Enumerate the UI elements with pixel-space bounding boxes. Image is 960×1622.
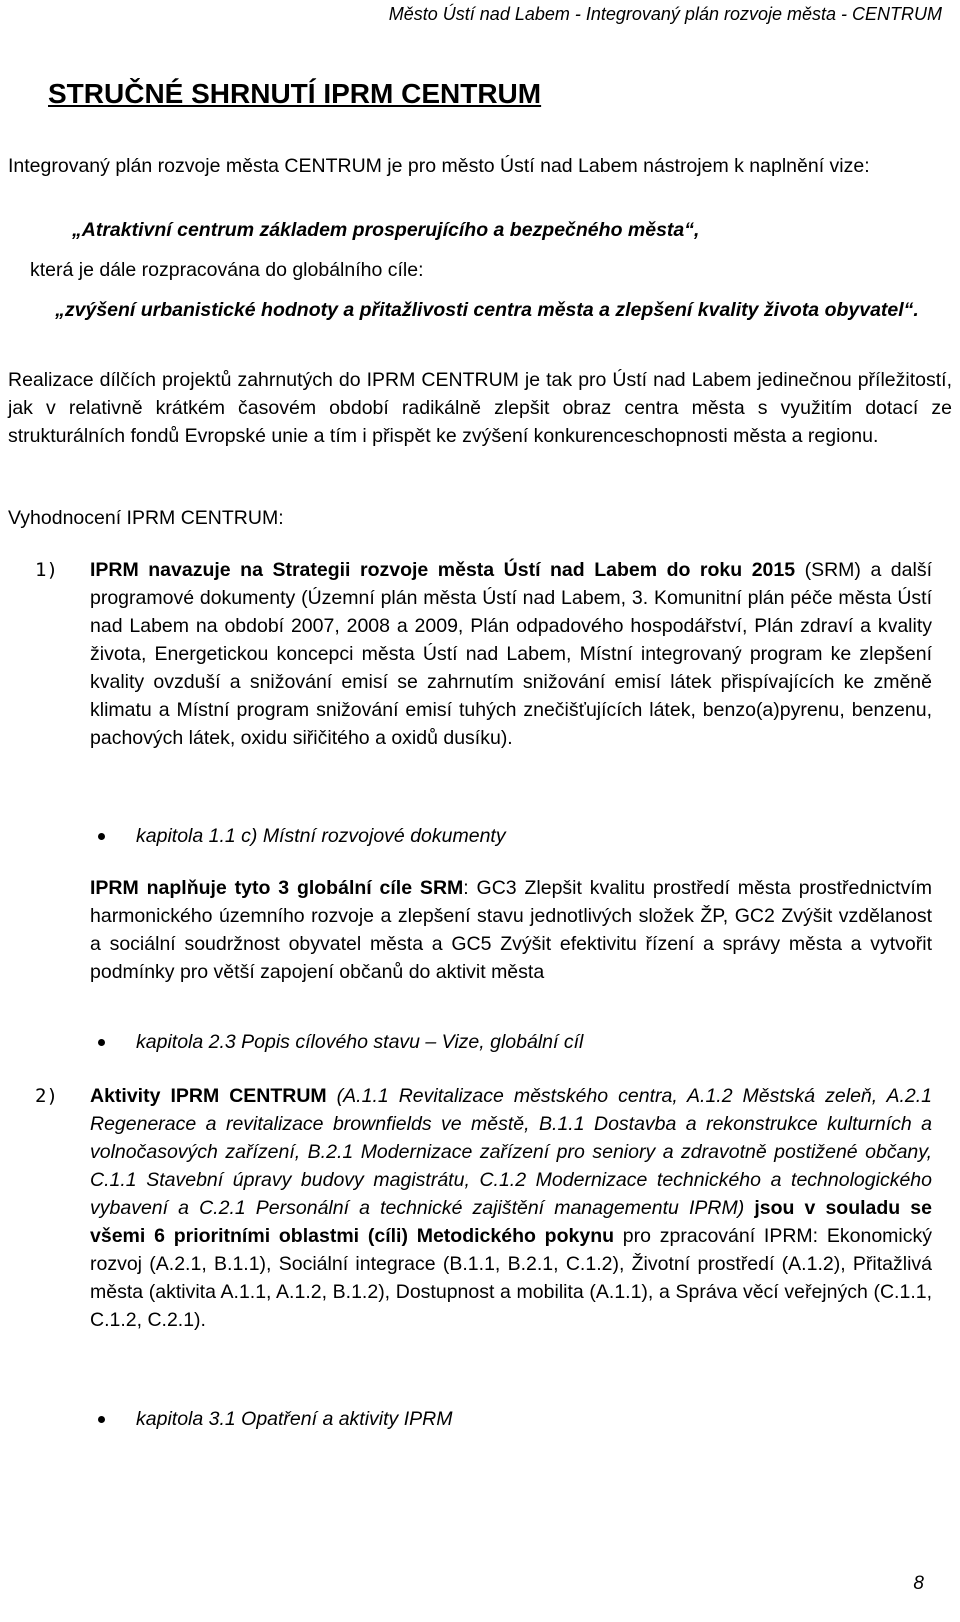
bullet-icon — [98, 1416, 105, 1423]
intro-paragraph: Integrovaný plán rozvoje města CENTRUM je pro město Ústí nad Labem nástrojem k naplnění vize: — [8, 155, 870, 177]
global-goal: „zvýšení urbanistické hodnoty a přitažlivosti centra města a zlepšení kvality života obyvatel“. — [55, 299, 919, 321]
goal-intro: která je dále rozpracována do globálního cíle: — [30, 259, 424, 281]
page-header: Město Ústí nad Labem - Integrovaný plán rozvoje města - CENTRUM — [388, 4, 942, 24]
realizace-paragraph: Realizace dílčích projektů zahrnutých do IPRM CENTRUM je tak pro Ústí nad Labem jedinečnou příležitostí, jak v relativně krátkém časovém období radikálně zlepšit obraz centra města s využitím dotací ze strukturálních fondů Evropské unie a tím i přispět ke zvýšení konkurenceschopnosti města a regionu. — [8, 369, 952, 447]
item-1-text — [90, 556, 932, 752]
page-number: 8 — [913, 1573, 924, 1594]
page-title: STRUČNÉ SHRNUTÍ IPRM CENTRUM — [48, 78, 542, 109]
item-1b-reference: kapitola 2.3 Popis cílového stavu – Vize, globální cíl — [136, 1031, 584, 1053]
bullet-icon — [98, 1039, 105, 1046]
evaluation-heading: Vyhodnocení IPRM CENTRUM: — [8, 507, 284, 529]
item-2-number: 2) — [35, 1085, 58, 1107]
item-2-bold-2: jsou v souladu se všemi 6 prioritními oblastmi (cíli) Metodického pokynu — [90, 1197, 932, 1247]
item-1b-bold: IPRM naplňuje tyto 3 globální cíle SRM — [90, 877, 464, 899]
vision-statement: „Atraktivní centrum základem prosperujícího a bezpečného města“, — [72, 219, 700, 241]
item-2-italic: (A.1.1 Revitalizace městského centra, A.1.2 Městská zeleň, A.2.1 Regenerace a revitalizace brownfields ve městě, B.1.1 Dostavba a rekonstrukce kulturních a volnočasových zařízení, B.2.1 Modernizace zařízení pro seniory a zdravotně postižené občany, C.1.1 Stavební úpravy budovy magistrátu, C.1.2 Modernizace technického a technologického vybavení a C.2.1 Personální a technické zajištění managementu IPRM) — [90, 1085, 932, 1219]
bullet-icon — [98, 833, 105, 840]
item-1b-text — [90, 874, 932, 986]
item-1-reference: kapitola 1.1 c) Místní rozvojové dokumenty — [136, 825, 506, 847]
item-2-bold-1: Aktivity IPRM CENTRUM — [90, 1085, 327, 1107]
item-2-body: pro zpracování IPRM: Ekonomický rozvoj (A.2.1, B.1.1), Sociální integrace (B.1.1, B.2.1, C.1.2), Životní prostředí (A.1.2), Přitažlivá města (aktivita A.1.1, A.1.2, B.1.2), Dostupnost a mobilita (A.1.1), a Správa věcí veřejných (C.1.1, C.1.2, C.2.1). — [90, 1225, 932, 1331]
item-2-reference: kapitola 3.1 Opatření a aktivity IPRM — [136, 1408, 453, 1430]
item-1-bold: IPRM navazuje na Strategii rozvoje města Ústí nad Labem do roku 2015 — [90, 559, 796, 581]
item-1b-body: : GC3 Zlepšit kvalitu prostředí města prostřednictvím harmonického územního rozvoje a zlepšení stavu jednotlivých složek ŽP, GC2 Zvýšit vzdělanost a sociální soudržnost obyvatel města a GC5 Zvýšit efektivitu řízení a správy města a vytvořit podmínky pro větší zapojení občanů do aktivit města — [90, 877, 932, 983]
item-1-body: (SRM) a další programové dokumenty (Územní plán města Ústí nad Labem, 3. Komunitní plán péče města Ústí nad Labem na období 2007, 2008 a 2009, Plán odpadového hospodářství, Plán zdraví a kvality života, Energetickou koncepci města Ústí nad Labem, Místní integrovaný program ke zlepšení kvality ovzduší a snižování emisí se zahrnutím snižování emisí látek přispívajících ke změně klimatu a Místní program snižování emisí tuhých znečišťujících látek, benzo(a)pyrenu, benzenu, pachových látek, oxidu siřičitého a oxidů dusíku). — [90, 559, 932, 749]
item-1-number: 1) — [35, 559, 58, 581]
item-2-text — [90, 1082, 932, 1334]
